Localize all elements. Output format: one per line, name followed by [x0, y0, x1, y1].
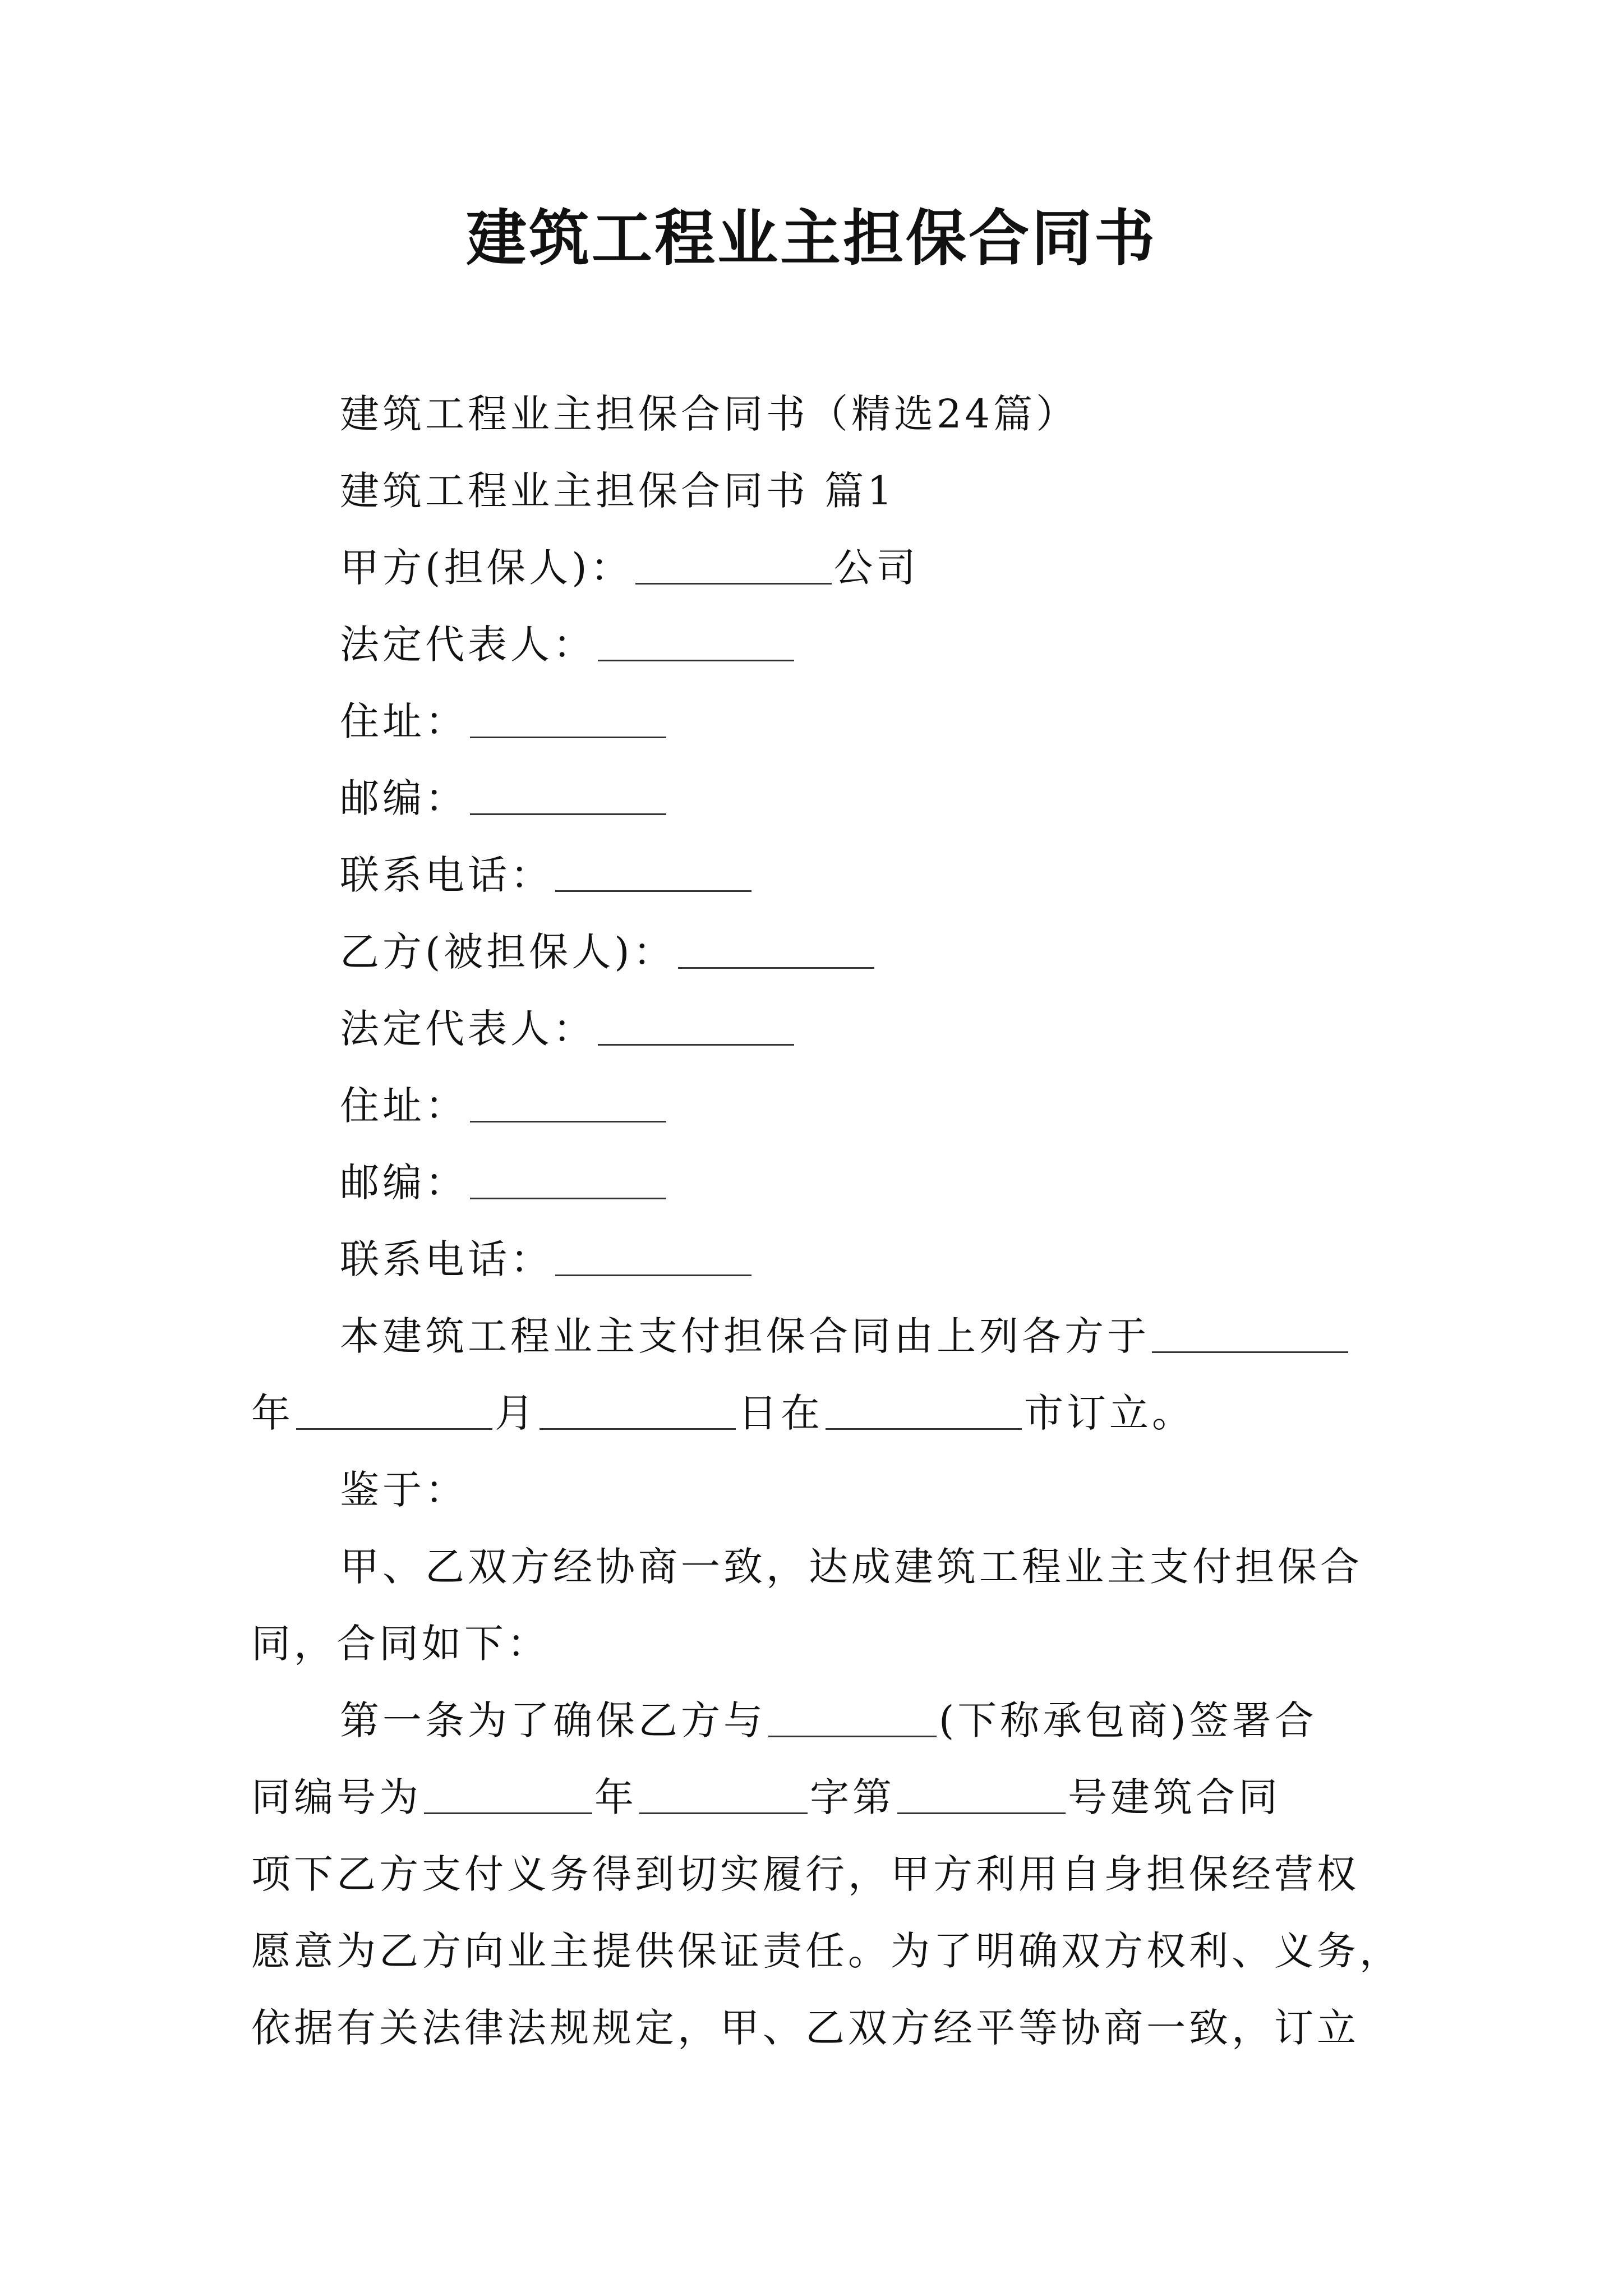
party-b-postcode-label: 邮编： [340, 1159, 468, 1205]
document-body [251, 376, 1402, 2067]
contract-no-blank-3 [897, 1812, 1066, 1814]
article1-line-3: 项下乙方支付义务得到切实履行，甲方利用自身担保经营权 [251, 1851, 1359, 1897]
article1-text-c: 同编号为 [251, 1774, 422, 1820]
contract-no-blank-1 [424, 1812, 592, 1814]
intro-year: 年 [251, 1390, 294, 1436]
party-b-address-blank [470, 1120, 666, 1122]
party-b-address-line [251, 1068, 1384, 1144]
article1-line-1 [251, 1682, 1384, 1759]
party-a-postcode-label: 邮编： [340, 775, 468, 821]
section-heading: 建筑工程业主担保合同书 篇1 [340, 468, 896, 514]
article1-line-5: 依据有关法律法规规定，甲、乙双方经平等协商一致，订立 [251, 2005, 1359, 2051]
party-a-postcode-line [251, 760, 1384, 837]
article1-line-4: 愿意为乙方向业主提供保证责任。为了明确双方权利、义务， [251, 1928, 1402, 1974]
party-b-phone-blank [555, 1274, 751, 1276]
whereas: 鉴于： [340, 1467, 468, 1513]
party-a-rep-label: 法定代表人： [340, 622, 596, 668]
document-title: 建筑工程业主担保合同书 [465, 203, 1157, 274]
contract-no-blank-2 [639, 1812, 808, 1814]
party-b-label: 乙方(被担保人)： [340, 929, 676, 975]
party-b-postcode-blank [470, 1197, 666, 1199]
party-a-rep-blank [598, 659, 794, 661]
intro-line-1 [251, 1298, 1384, 1375]
party-b-name-blank [678, 967, 874, 969]
party-a-label: 甲方(担保人)： [340, 545, 633, 591]
party-b-line [251, 914, 1384, 991]
party-a-phone-label: 联系电话： [340, 852, 553, 898]
intro-city: 市订立。 [1024, 1390, 1195, 1436]
party-a-address-label: 住址： [340, 698, 468, 744]
intro-city-blank [826, 1428, 1022, 1430]
agreement-line-1: 甲、乙双方经协商一致，达成建筑工程业主支付担保合 [340, 1544, 1363, 1590]
article1-text-d: 年 [594, 1774, 637, 1820]
party-b-rep-line [251, 991, 1384, 1068]
article1-text-b: (下称承包商)签署合 [939, 1697, 1317, 1743]
party-b-rep-blank [598, 1043, 794, 1046]
party-a-line [251, 530, 1384, 606]
party-a-address-line [251, 683, 1384, 760]
article1-line-2 [251, 1759, 1384, 1836]
intro-day: 日在 [738, 1390, 823, 1436]
article1-text-e: 字第 [810, 1774, 895, 1820]
subtitle: 建筑工程业主担保合同书（精选24篇） [340, 391, 1079, 437]
party-a-address-blank [470, 736, 666, 738]
party-b-address-label: 住址： [340, 1083, 468, 1129]
party-b-postcode-line [251, 1144, 1384, 1221]
party-b-rep-label: 法定代表人： [340, 1006, 596, 1052]
party-a-name-blank [635, 582, 832, 585]
party-a-phone-line [251, 837, 1384, 914]
contractor-blank [768, 1735, 937, 1737]
party-a-postcode-blank [470, 813, 666, 815]
party-b-phone-label: 联系电话： [340, 1236, 553, 1282]
intro-date-blank [1152, 1351, 1348, 1353]
intro-month: 月 [495, 1390, 537, 1436]
intro-text: 本建筑工程业主支付担保合同由上列各方于 [340, 1313, 1150, 1359]
intro-day-blank [540, 1428, 736, 1430]
party-a-rep-line [251, 606, 1384, 683]
party-a-suffix: 公司 [833, 545, 919, 591]
intro-line-2 [251, 1375, 1384, 1452]
agreement-line-2: 同，合同如下： [251, 1621, 550, 1667]
party-b-phone-line [251, 1221, 1384, 1298]
intro-month-blank [296, 1428, 492, 1430]
article1-text-f: 号建筑合同 [1068, 1774, 1281, 1820]
article1-text-a: 第一条为了确保乙方与 [340, 1697, 766, 1743]
party-a-phone-blank [555, 890, 751, 892]
